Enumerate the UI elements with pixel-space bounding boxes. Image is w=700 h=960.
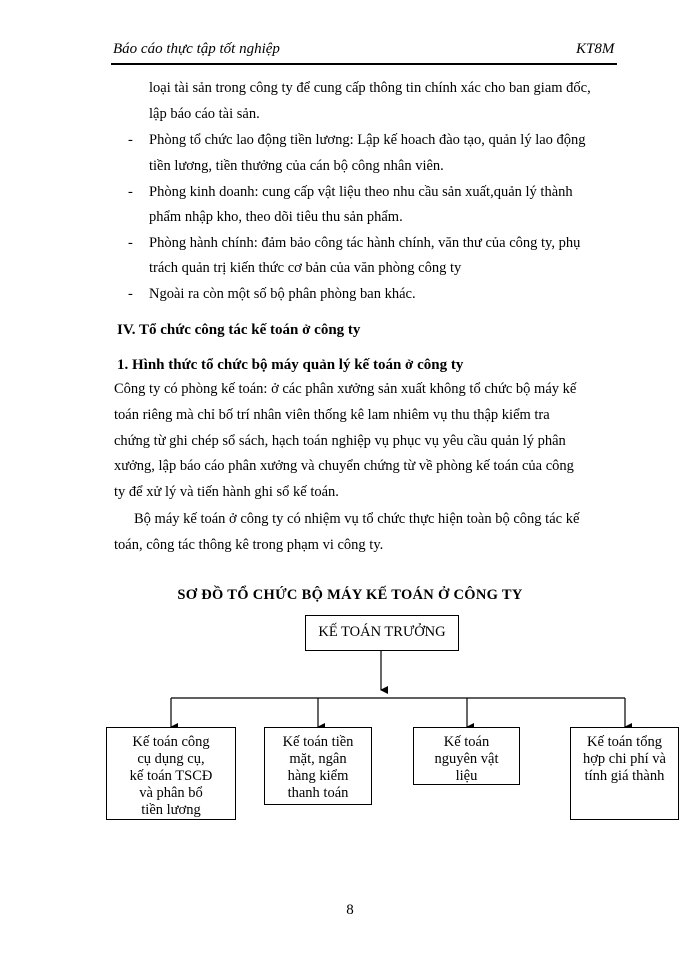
box-line: hợp chi phí và <box>583 751 666 767</box>
box-line: hàng kiểm <box>287 768 349 784</box>
chart-child-box <box>413 727 520 785</box>
text-line: chứng từ ghi chép sổ sách, hạch toán nghiệp vụ phục vụ yêu cầu quản lý phân <box>114 433 566 449</box>
text-line: xưởng, lập báo cáo phân xưởng và chuyển chứng từ về phòng kế toán của công <box>114 458 574 474</box>
text-line: trách quản trị kiến thức cơ bản của văn phòng công ty <box>149 260 462 276</box>
header-title: Báo cáo thực tập tốt nghiệp <box>113 41 280 57</box>
box-line: Kế toán công <box>132 734 210 750</box>
box-line: Kế toán <box>443 734 490 750</box>
text-line: phẩm nhập kho, theo dõi tiêu thu sản phẩm. <box>149 209 403 225</box>
bullet-marker: - <box>128 132 133 148</box>
box-line: nguyên vật <box>434 751 499 767</box>
chart-child-box <box>570 727 679 820</box>
box-line: thanh toán <box>287 785 349 801</box>
text-line: ty để xử lý và tiến hành ghi sổ kế toán. <box>114 484 339 500</box>
box-line: liệu <box>455 768 478 784</box>
text-line: toán riêng mà chỉ bố trí nhân viên thống kê lam nhiêm vụ thu thập kiểm tra <box>114 407 550 423</box>
text-line: Phòng tổ chức lao động tiền lương: Lập kế hoach đào tạo, quản lý lao động <box>149 132 586 148</box>
box-line: tính giá thành <box>584 768 665 784</box>
section-heading: IV. Tổ chức công tác kế toán ở công ty <box>117 322 361 338</box>
chart-child-box <box>264 727 372 805</box>
text-line: toán, công tác thông kê trong phạm vi công ty. <box>114 537 384 553</box>
bullet-marker: - <box>128 286 133 302</box>
chart-title: SƠ ĐỒ TỔ CHỨC BỘ MÁY KẾ TOÁN Ở CÔNG TY <box>177 587 523 603</box>
page-number: 8 <box>346 902 354 918</box>
chart-child-box <box>106 727 236 820</box>
text-line: tiền lương, tiền thưởng của cán bộ công nhân viên. <box>149 158 444 174</box>
text-line: Phòng hành chính: đảm bảo công tác hành chính, văn thư của công ty, phụ <box>149 235 581 251</box>
text-line: loại tài sản trong công ty để cung cấp thông tin chính xác cho ban giam đốc, <box>149 80 591 96</box>
header-code: KT8M <box>576 41 615 57</box>
box-line: kế toán TSCĐ <box>129 768 213 784</box>
bullet-marker: - <box>128 235 133 251</box>
text-line: Công ty có phòng kế toán: ở các phân xưởng sản xuất không tổ chức bộ máy kế <box>114 381 577 397</box>
box-line: Kế toán tiền <box>282 734 354 750</box>
chart-root-box <box>305 615 459 651</box>
text-line: lập báo cáo tài sản. <box>149 106 260 122</box>
text-line: Bộ máy kế toán ở công ty có nhiệm vụ tổ chức thực hiện toàn bộ công tác kế <box>134 511 580 527</box>
box-line: cụ dụng cụ, <box>137 751 205 767</box>
box-line: Kế toán tổng <box>587 734 662 750</box>
box-line: mặt, ngân <box>289 751 347 767</box>
box-line: tiền lương <box>141 802 201 818</box>
chart-root-label: KẾ TOÁN TRƯỞNG <box>318 624 446 640</box>
box-line: và phân bổ <box>139 785 203 801</box>
bullet-marker: - <box>128 184 133 200</box>
text-line: Phòng kinh doanh: cung cấp vật liệu theo nhu cầu sản xuất,quản lý thành <box>149 184 573 200</box>
subsection-heading: 1. Hình thức tổ chức bộ máy quản lý kế toán ở công ty <box>117 357 464 373</box>
text-line: Ngoài ra còn một số bộ phân phòng ban khác. <box>149 286 416 302</box>
